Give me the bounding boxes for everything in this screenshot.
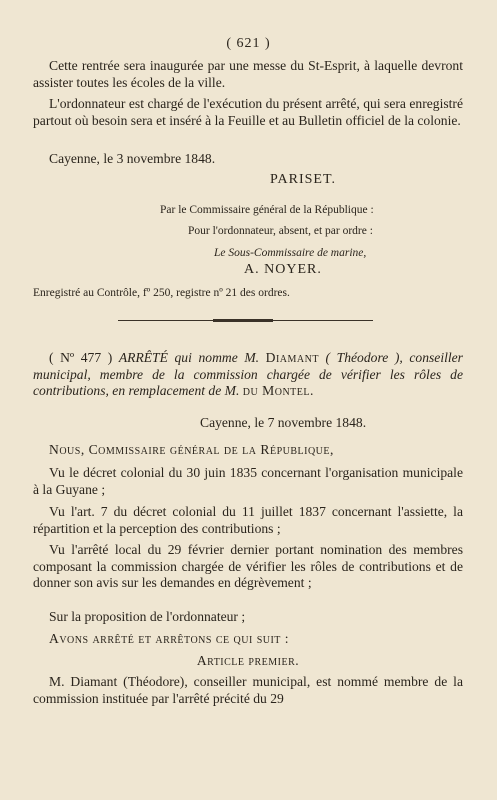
section-divider [118, 318, 373, 324]
nous-line: Nous, Commissaire général de la République, [49, 442, 334, 457]
paragraph-inauguration: Cette rentrée sera inaugurée par une messe du St-Esprit, à laquelle devront assister toutes les écoles de la ville. [33, 58, 463, 90]
divider-ornament [213, 319, 273, 322]
vu-2: Vu l'art. 7 du décret colonial du 11 juillet 1837 concernant l'assiette, la répartition et la perception des contributions ; [33, 504, 463, 536]
authority-line-3: Le Sous-Commissaire de marine, [214, 247, 367, 259]
place-date-1: Cayenne, le 3 novembre 1848. [49, 151, 216, 166]
article-1-text: M. Diamant (Théodore), conseiller municipal, est nommé membre de la commission instituée par l'arrêté précité du 29 [33, 674, 463, 706]
decree-heading [33, 350, 463, 400]
decree-replaced: du Montel. [242, 383, 314, 398]
decree-name: Diamant [265, 350, 319, 365]
signature-noyer: A. NOYER. [244, 262, 322, 277]
decree-number: ( Nº 477 ) [49, 350, 113, 365]
decree-title-a: ARRÊTÉ qui nomme M. [118, 350, 260, 365]
avons-line: Avons arrêté et arrêtons ce qui suit : [49, 631, 290, 646]
article-heading: Article premier. [196, 653, 300, 668]
authority-line-1: Par le Commissaire général de la République : [160, 204, 374, 216]
decree-title-b: ( Théodore ), conseiller municipal, membre de la commission chargée de vérifier les rôles de contributions, en remplacement de M. [33, 350, 463, 398]
vu-1: Vu le décret colonial du 30 juin 1835 concernant l'organisation municipale à la Guyane ; [33, 465, 463, 497]
authority-line-2: Pour l'ordonnateur, absent, et par ordre : [188, 225, 373, 237]
place-date-2: Cayenne, le 7 novembre 1848. [200, 415, 367, 430]
page-number: ( 621 ) [226, 36, 271, 51]
proposition-line: Sur la proposition de l'ordonnateur ; [49, 609, 246, 624]
vu-3: Vu l'arrêté local du 29 février dernier portant nomination des membres composant la commission chargée de vérifier les rôles de contributions et de donner son avis sur les demandes en dégrèvement ; [33, 542, 463, 590]
paragraph-ordonnateur: L'ordonnateur est chargé de l'exécution du présent arrêté, qui sera enregistré partout où besoin sera et inséré à la Feuille et au Bulletin officiel de la colonie. [33, 96, 463, 128]
signature-pariset: PARISET. [270, 172, 336, 187]
registration-note: Enregistré au Contrôle, fº 250, registre nº 21 des ordres. [33, 287, 290, 299]
